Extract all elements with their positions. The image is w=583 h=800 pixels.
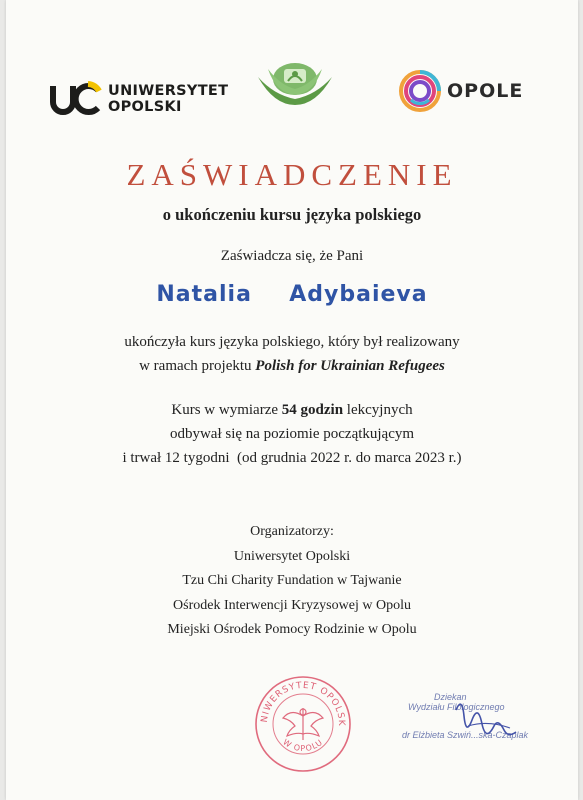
course-hours: 54 godzin bbox=[281, 402, 344, 418]
handwritten-signature bbox=[398, 690, 548, 752]
certificate-page bbox=[6, 0, 578, 800]
certifies-line: Zaświadcza się, że Pani bbox=[220, 248, 364, 264]
logo-bar bbox=[6, 55, 578, 125]
recipient-name: Natalia Adybaieva bbox=[156, 282, 428, 307]
uo-line-2: OPOLSKI bbox=[108, 99, 182, 115]
project-name: Polish for Ukrainian Refugees bbox=[255, 358, 445, 374]
stamp-bottom-text: W OPOLU bbox=[281, 737, 325, 754]
uniwersytet-opolski-logo bbox=[50, 80, 228, 118]
opole-ring-icon bbox=[398, 69, 442, 113]
project-prefix: w ramach projektu bbox=[139, 358, 256, 374]
organizers-heading: Organizatorzy: bbox=[250, 524, 334, 539]
signature-line-1: Dziekan bbox=[434, 692, 467, 702]
certificate-title: ZAŚWIADCZENIE bbox=[126, 157, 458, 192]
completion-line-2 bbox=[6, 354, 578, 378]
course-prefix: Kurs w wymiarze bbox=[171, 402, 282, 418]
course-line-3: i trwał 12 tygodni (od grudnia 2022 r. do marca 2023 r.) bbox=[122, 450, 462, 466]
eagle-emblem-icon bbox=[283, 708, 323, 740]
opole-city-logo bbox=[398, 69, 523, 113]
uo-mark-icon bbox=[50, 80, 102, 118]
signature-line-3: dr Elżbieta Szwiń...ska-Czaplak bbox=[402, 730, 529, 740]
course-line-2: odbywał się na poziomie początkującym bbox=[169, 426, 415, 442]
completion-paragraph bbox=[6, 330, 578, 378]
organizer-item: Miejski Ośrodek Pomocy Rodzinie w Opolu bbox=[167, 622, 417, 637]
course-suffix: lekcyjnych bbox=[343, 402, 413, 418]
organizers-block bbox=[6, 520, 578, 643]
stamp-top-text: NIWERSYTET OPOLSK bbox=[259, 680, 347, 727]
organizer-item: Ośrodek Interwencji Kryzysowej w Opolu bbox=[173, 597, 411, 613]
certificate-subtitle: o ukończeniu kursu języka polskiego bbox=[162, 205, 422, 224]
course-paragraph bbox=[6, 398, 578, 470]
course-line-1 bbox=[6, 398, 578, 422]
opole-wordmark: OPOLE bbox=[447, 80, 524, 102]
university-stamp bbox=[253, 674, 353, 774]
uo-wordmark bbox=[108, 83, 228, 115]
dean-signature-stamp bbox=[398, 690, 548, 752]
uo-line-1: UNIWERSYTET bbox=[108, 83, 229, 99]
organizer-item: Uniwersytet Opolski bbox=[233, 548, 351, 564]
tzu-chi-lotus-logo bbox=[254, 55, 336, 107]
completion-line-1: ukończyła kurs języka polskiego, który był realizowany bbox=[124, 334, 460, 350]
signature-line-2: Wydziału Filologicznego bbox=[408, 702, 505, 712]
organizer-item: Tzu Chi Charity Fundation w Tajwanie bbox=[182, 573, 402, 588]
